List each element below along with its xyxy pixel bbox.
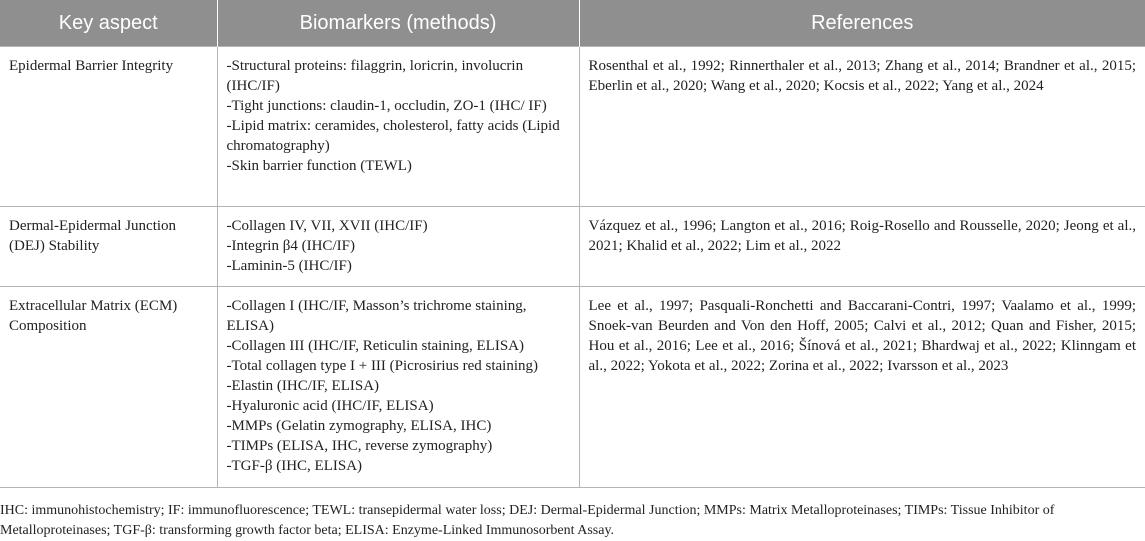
- biomarker-item: -Collagen III (IHC/IF, Reticulin staining, ELISA): [226, 338, 524, 354]
- biomarkers-cell: [217, 47, 579, 207]
- key-aspect-cell: Dermal-Epidermal Junction (DEJ) Stability: [0, 207, 217, 287]
- biomarker-item: -Lipid matrix: ceramides, cholesterol, fatty acids (Lipid chromatography): [226, 118, 560, 154]
- biomarker-item: -Elastin (IHC/IF, ELISA): [226, 378, 380, 394]
- biomarker-item: -Tight junctions: claudin-1, occludin, ZO-1 (IHC/ IF): [226, 98, 547, 114]
- biomarker-item: -Collagen IV, VII, XVII (IHC/IF): [226, 218, 428, 234]
- biomarker-item: -Total collagen type I + III (Picrosirius red staining): [226, 358, 538, 374]
- references-cell: Lee et al., 1997; Pasquali-Ronchetti and Baccarani-Contri, 1997; Vaalamo et al., 1999; Snoek-van Beurden and Von den Hoff, 2005; Calvi et al., 2012; Quan and Fisher, 2015; Hou et al., 2016; Lee et al., 2016; Šínová et al., 2021; Bhardwaj et al., 2022; Klinngam et al., 2022; Yokota et al., 2022; Zorina et al., 2022; Ivarsson et al., 2023: [579, 287, 1145, 488]
- biomarker-item: -Integrin β4 (IHC/IF): [226, 238, 355, 254]
- references-cell: Vázquez et al., 1996; Langton et al., 2016; Roig-Rosello and Rousselle, 2020; Jeong et al., 2021; Khalid et al., 2022; Lim et al., 2022: [579, 207, 1145, 287]
- biomarker-item: -Structural proteins: filaggrin, loricrin, involucrin (IHC/IF): [226, 58, 524, 94]
- column-header-biomarkers: Biomarkers (methods): [217, 0, 579, 47]
- table-row: [0, 47, 1145, 207]
- biomarker-item: -Laminin-5 (IHC/IF): [226, 258, 352, 274]
- biomarker-item: -Collagen I (IHC/IF, Masson’s trichrome staining, ELISA): [226, 298, 527, 334]
- biomarker-item: -TGF-β (IHC, ELISA): [226, 458, 363, 474]
- table-footnote: IHC: immunohistochemistry; IF: immunofluorescence; TEWL: transepidermal water loss; DEJ: Dermal-Epidermal Junction; MMPs: Matrix Metalloproteinases; TIMPs: Tissue Inhibitor of Metalloproteinases; TGF-β: transforming growth factor beta; ELISA: Enzyme-Linked Immunosorbent Assay.: [0, 503, 1055, 538]
- biomarkers-cell: [217, 287, 579, 488]
- table-row: [0, 287, 1145, 488]
- biomarker-item: -Hyaluronic acid (IHC/IF, ELISA): [226, 398, 434, 414]
- key-aspect-cell: Extracellular Matrix (ECM) Composition: [0, 287, 217, 488]
- column-header-references: References: [579, 0, 1145, 47]
- column-header-key-aspect: Key aspect: [0, 0, 217, 47]
- biomarkers-cell: [217, 207, 579, 287]
- biomarker-item: -TIMPs (ELISA, IHC, reverse zymography): [226, 438, 493, 454]
- biomarker-item: -MMPs (Gelatin zymography, ELISA, IHC): [226, 418, 492, 434]
- table-row: [0, 207, 1145, 287]
- biomarker-item: -Skin barrier function (TEWL): [226, 158, 412, 174]
- key-aspect-cell: Epidermal Barrier Integrity: [0, 47, 217, 207]
- table-header-row: [0, 0, 1145, 47]
- references-cell: Rosenthal et al., 1992; Rinnerthaler et al., 2013; Zhang et al., 2014; Brandner et al., 2015; Eberlin et al., 2020; Wang et al., 2020; Kocsis et al., 2022; Yang et al., 2024: [579, 47, 1145, 207]
